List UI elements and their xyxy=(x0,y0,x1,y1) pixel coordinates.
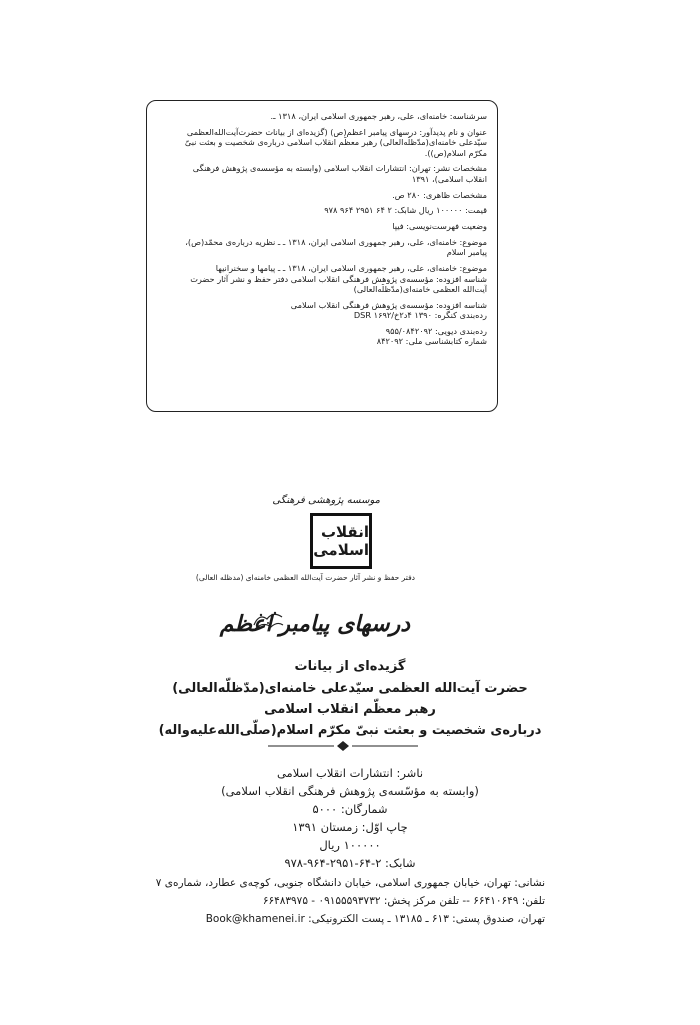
subtitle-line: رهبر معظّم انقلاب اسلامی xyxy=(264,702,436,717)
cip-line: شماره کتابشناسی ملی: ۸۴۲۰۹۲ xyxy=(376,336,487,347)
cip-line: رده‌بندی کنگره: ۱۳۹۰ ۴د۲خ/۱۶۹۲ DSR xyxy=(353,310,487,321)
postal-email-line: تهران، صندوق پستی: ۶۱۳ ـ ۱۳۱۸۵ ـ پست الکترونیکی: Book@khamenei.ir xyxy=(205,913,545,925)
cip-line: انقلاب اسلامی)، ۱۳۹۱ xyxy=(411,173,487,184)
cip-line: قیمت: ۱۰۰۰۰۰ ریال شابک: ۲ ۶۴ ۲۹۵۱ ۹۶۴ ۹۷۸ xyxy=(324,205,487,216)
print-run: شمارگان: ۵۰۰۰ xyxy=(312,802,388,816)
cip-line: موضوع: خامنه‌ای، علی، رهبر جمهوری اسلامی ایران، ۱۳۱۸ ـ ـ پیامها و سخنرانیها xyxy=(215,263,487,274)
publisher-line: ناشر: انتشارات انقلاب اسلامی xyxy=(276,766,424,780)
cip-line: شناسه افزوده: مؤسسه‌ی پژوهش فرهنگی انقلاب اسلامی xyxy=(290,299,487,310)
cip-line: آیت‌الله العظمی خامنه‌ای(مدّظلّه‌العالی) xyxy=(353,284,487,295)
logo-emblem xyxy=(310,513,372,569)
cip-line: وضعیت فهرست‌نویسی: فیپا xyxy=(392,221,487,232)
address-line: نشانی: تهران، خیابان جمهوری اسلامی، خیابان دانشگاه جنوبی، کوچه‌ی عطارد، شماره‌ی ۷ xyxy=(155,877,545,889)
cip-line: موضوع: خامنه‌ای، علی، رهبر جمهوری اسلامی ایران، ۱۳۱۸ ـ ـ نظریه درباره‌ی محمّد(ص)، xyxy=(185,237,487,247)
cip-line: پیامبر اسلام xyxy=(446,247,487,258)
logo-emblem-text: انقلاب اسلامی xyxy=(313,523,369,559)
cip-line: رده‌بندی دیویی: ۹۵۵/۰۸۴۲۰۹۲ xyxy=(385,326,487,337)
price: ۱۰۰۰۰۰ ریال xyxy=(319,838,381,852)
cip-line: شناسه افزوده: مؤسسه‌ی پژوهش فرهنگی انقلاب اسلامی دفتر حفظ و نشر آثار حضرت xyxy=(190,273,487,284)
logo-bottom-text: دفتر حفظ و نشر آثار حضرت آیت‌الله العظمی خامنه‌ای (مدظله العالی) xyxy=(195,573,415,582)
cip-line: سرشناسه: خامنه‌ای، علی، رهبر جمهوری اسلامی ایران، ۱۳۱۸ ـ. xyxy=(270,111,487,121)
cip-line: مشخصات نشر: تهران: انتشارات انقلاب اسلامی (وابسته به مؤسسه‌ی پژوهش فرهنگی xyxy=(192,163,487,174)
cip-catalog-box xyxy=(146,100,498,412)
subtitle-line: گزیده‌ای از بیانات xyxy=(294,659,406,674)
publisher-line: (وابسته به مؤسّسه‌ی پژوهش فرهنگی انقلاب اسلامی) xyxy=(221,784,479,798)
publisher-logo xyxy=(195,495,415,595)
book-title: درسهای پیامبر اعظم xyxy=(219,612,410,637)
logo-top-text: موسسه پژوهشی فرهنگی xyxy=(272,495,380,506)
subtitle-line: حضرت آیت‌الله العظمی سیّدعلی خامنه‌ای(مدّظلّه‌العالی) xyxy=(172,681,528,696)
cip-line: مکرّم اسلام(ص)). xyxy=(424,147,487,158)
cip-line: سیّدعلی خامنه‌ای(مدّظلّه‌العالی) رهبر معظّم انقلاب اسلامی درباره‌ی شخصیت و بعثت نبیّ xyxy=(184,137,487,148)
cip-line: عنوان و نام پدیدآور: درسهای پیامبر اعظم(ص) (گزیده‌ای از بیانات حضرت‌آیت‌الله‌العظمی xyxy=(186,126,487,137)
cip-line: مشخصات ظاهری: ۲۸۰ ص. xyxy=(392,189,487,200)
phone-line: تلفن: ۶۶۴۱۰۶۴۹ -- تلفن مرکز پخش: ۰۹۱۵۵۵۹۳۷۳۲ - ۶۶۴۸۳۹۷۵ xyxy=(262,895,545,907)
divider-ornament xyxy=(268,741,418,751)
isbn: شابک: ۲-۶۴-۲۹۵۱-۹۶۴-۹۷۸ xyxy=(284,856,416,870)
subtitle-line: درباره‌ی شخصیت و بعثت نبیّ مکرّم اسلام(صلّی‌الله‌علیه‌واله) xyxy=(158,723,542,738)
edition: چاپ اوّل: زمستان ۱۳۹۱ xyxy=(292,820,408,834)
